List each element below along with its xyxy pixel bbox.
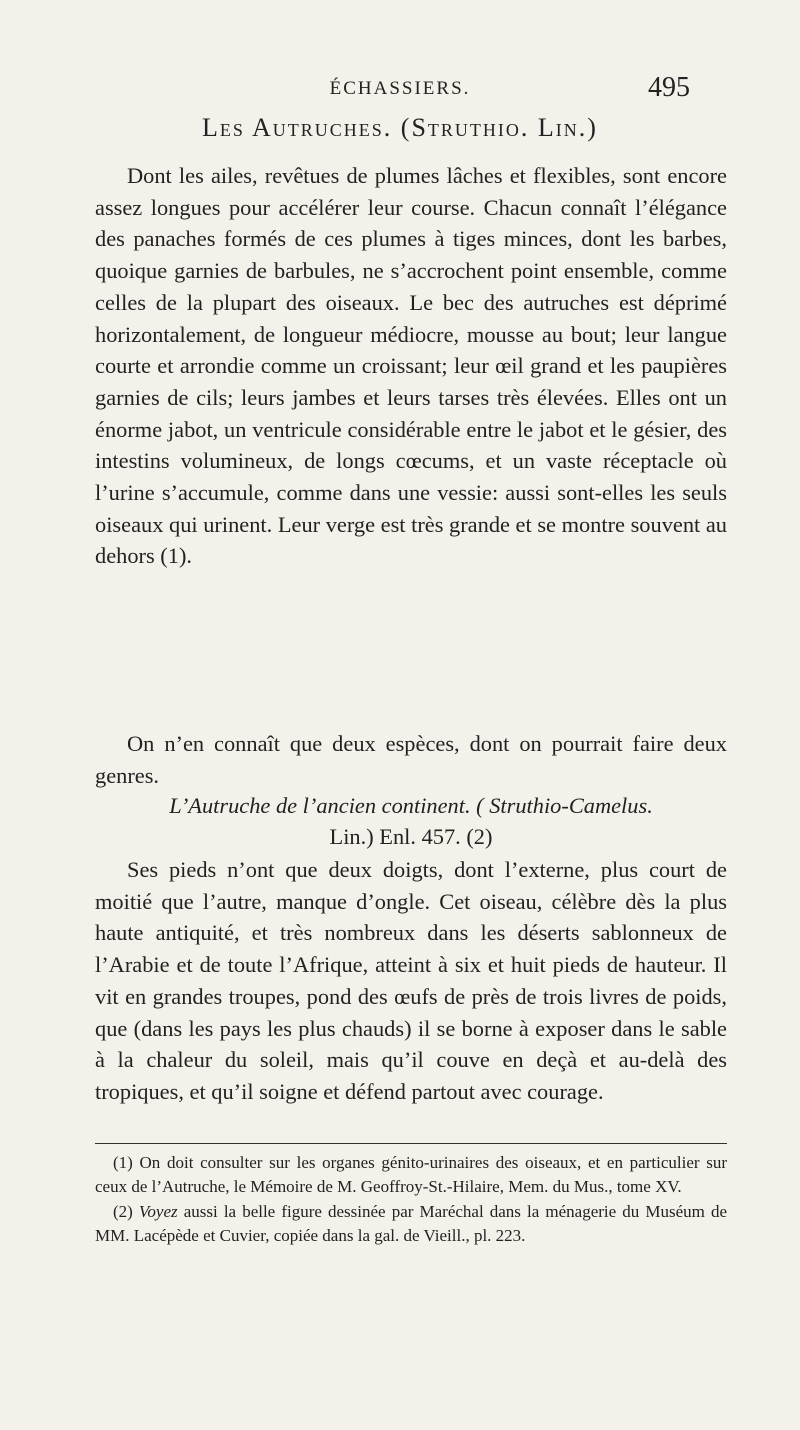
paragraph-1: Dont les ailes, revêtues de plumes lâches et flexibles, sont encore assez longues pour accélérer leur course. Chacun connaît l’élégance des panaches formés de ces plumes à tiges minces, dont les barbes, quoique garnies de barbules, ne s’accrochent point ensemble, comme celles de la plupart des oiseaux. Le bec des autruches est déprimé horizontalement, de longueur médiocre, mousse au bout; leur langue courte et arrondie comme un croissant; leur œil grand et les paupières garnies de cils; leurs jambes et leurs tarses très élevées. Elles ont un énorme jabot, un ventricule considérable entre le jabot et le gésier, des intestins volumineux, de longs cœcums, et un vaste réceptacle où l’urine s’accumule, comme dans une vessie: aussi sont-elles les seuls oiseaux qui urinent. Leur verge est très grande et se montre souvent au dehors (1). [95, 163, 727, 569]
footnotes [95, 1151, 727, 1248]
running-head: ÉCHASSIERS. [329, 78, 471, 99]
species-reference: Lin.) Enl. 457. (2) [329, 824, 493, 849]
footnote-1: (1) On doit consulter sur les organes génito-urinaires des oiseaux, et en particulier sur ceux de l’Autruche, le Mémoire de M. Geoffroy-St.-Hilaire, Mem. du Mus., tome XV. [95, 1153, 727, 1197]
footnote-2 [95, 1200, 727, 1249]
footnote-2-voyez: Voyez [138, 1201, 178, 1221]
footnote-divider [95, 1143, 727, 1144]
footnote-2-text: aussi la belle figure dessinée par Maréchal dans la ménagerie du Muséum de MM. Lacépède et Cuvier, copiée dans la gal. de Vieill., pl. 223. [95, 1201, 727, 1245]
species-name: L’Autruche de l’ancien continent. ( Struthio-Camelus. [169, 793, 653, 818]
page-number: 495 [648, 72, 690, 103]
paragraph-3: Ses pieds n’ont que deux doigts, dont l’externe, plus court de moitié que l’autre, manque d’ongle. Cet oiseau, célèbre dès la plus haute antiquité, et très nombreux dans les déserts sablonneux de l’Arabie et de toute l’Afrique, atteint à six et huit pieds de hauteur. Il vit en grandes troupes, pond des œufs de près de trois livres de poids, que (dans les pays les plus chauds) il se borne à exposer dans le sable à la chaleur du soleil, mais qu’il couve en deçà et au-delà des tropiques, et qu’il soigne et défend partout avec courage. [95, 857, 727, 1104]
footnote-2-number: (2) [113, 1201, 133, 1221]
section-title: Les Autruches. (Struthio. Lin.) [202, 113, 598, 142]
species-heading [95, 790, 727, 852]
paragraph-2: On n’en connaît que deux espèces, dont on pourrait faire deux genres. [95, 731, 727, 788]
